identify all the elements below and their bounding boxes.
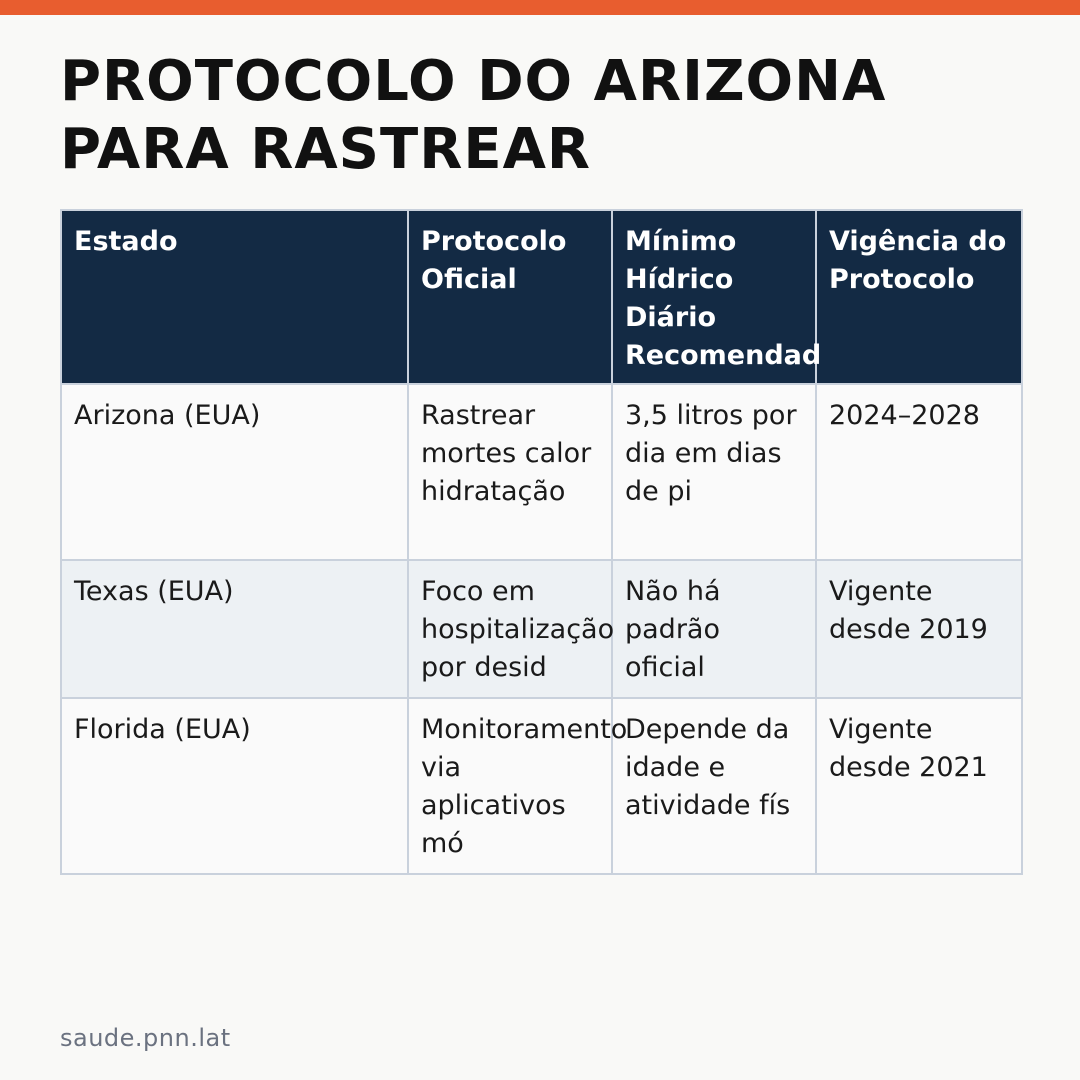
column-header-vigencia: Vigência do Protocolo <box>816 210 1022 384</box>
column-header-minimo-hidrico: Mínimo Hídrico Diário Recomendad <box>612 210 816 384</box>
table-cell-estado: Texas (EUA) <box>61 560 408 698</box>
table-cell-vigencia: Vigente desde 2019 <box>816 560 1022 698</box>
table-row <box>61 384 1022 560</box>
table-cell-protocolo: Rastrear mortes calor hidratação <box>408 384 612 560</box>
table-cell-vigencia: 2024–2028 <box>816 384 1022 560</box>
table-cell-protocolo: Monitoramento via aplicativos mó <box>408 698 612 874</box>
table-row <box>61 698 1022 874</box>
page-title-line-2: PARA RASTREAR <box>60 117 592 182</box>
table-cell-estado: Arizona (EUA) <box>61 384 408 560</box>
page-title <box>60 48 1020 184</box>
table-cell-estado: Florida (EUA) <box>61 698 408 874</box>
table-cell-protocolo: Foco em hospitalização por desid <box>408 560 612 698</box>
top-accent-bar <box>0 0 1080 15</box>
table-cell-minimo-hidrico: Não há padrão oficial <box>612 560 816 698</box>
table-row <box>61 560 1022 698</box>
table-cell-minimo-hidrico: Depende da idade e atividade fís <box>612 698 816 874</box>
column-header-estado: Estado <box>61 210 408 384</box>
table-cell-minimo-hidrico: 3,5 litros por dia em dias de pi <box>612 384 816 560</box>
table-header-row <box>61 210 1022 384</box>
table-cell-vigencia: Vigente desde 2021 <box>816 698 1022 874</box>
page-title-line-1: PROTOCOLO DO ARIZONA <box>60 49 887 114</box>
footer-source-url: saude.pnn.lat <box>60 1024 231 1052</box>
column-header-protocolo-oficial: Protocolo Oficial <box>408 210 612 384</box>
comparison-table <box>60 209 1023 875</box>
